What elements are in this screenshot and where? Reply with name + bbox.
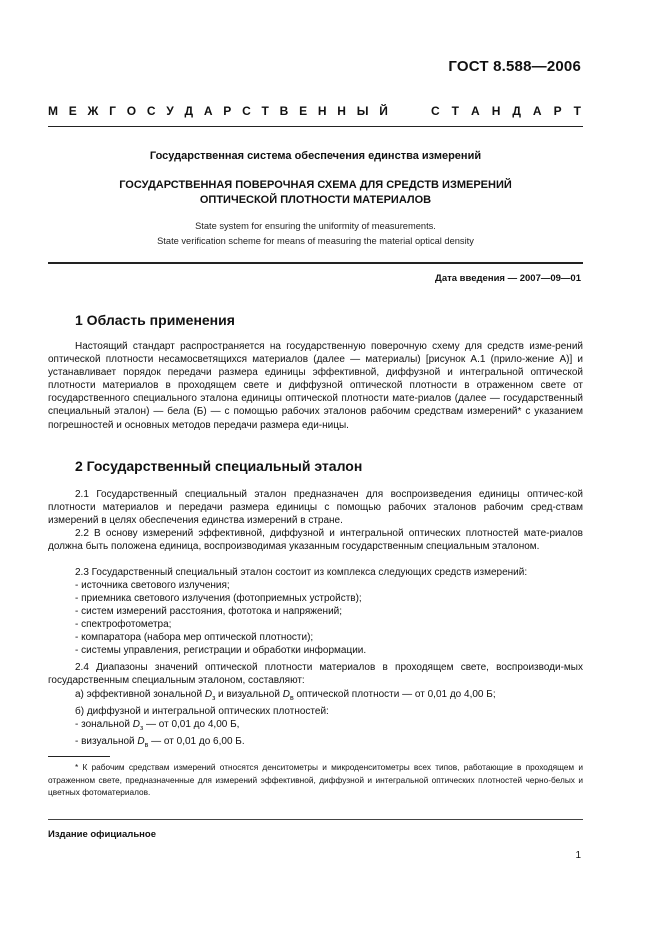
heading-letter: Е [299, 104, 308, 118]
heading-letter: О [126, 104, 137, 118]
interstate-standard-heading [48, 104, 581, 118]
heading-letter: В [279, 104, 289, 118]
heading-letter: Т [573, 104, 581, 118]
heading-letter: Н [317, 104, 327, 118]
list-item: - источника светового излучения; [75, 580, 230, 591]
paragraph-2-3-text: 2.3 Государственный специальный эталон состоит из комплекса следующих средств измерений: [75, 567, 528, 578]
top-rule [48, 126, 583, 127]
section-2-heading: 2 Государственный специальный эталон [75, 458, 363, 474]
heading-letter: У [166, 104, 174, 118]
heading-letter: Т [261, 104, 269, 118]
system-title: Государственная система обеспечения единства измерений [149, 150, 482, 162]
range-item-zonal: - зональной $D_з$ — от 0,01 до 4,00 Б, [75, 719, 240, 733]
interstate-word [48, 104, 388, 118]
range-item-b: б) диффузной и интегральной оптических плотностей: [75, 706, 329, 718]
page-number: 1 [575, 850, 581, 861]
edition-label: Издание официальное [48, 829, 156, 840]
heading-letter: Г [109, 104, 116, 118]
heading-letter: С [431, 104, 440, 118]
heading-letter: Д [512, 104, 521, 118]
heading-letter: С [242, 104, 251, 118]
list-item: - системы управления, регистрации и обработки информации. [75, 645, 367, 657]
document-title [48, 178, 583, 208]
list-item: - приемника светового излучения (фотоприемных устройств); [75, 593, 362, 605]
heading-letter: А [532, 104, 542, 118]
footnote [48, 761, 583, 799]
paragraph-2-2 [48, 527, 583, 553]
paragraph-2-1 [48, 488, 583, 527]
heading-letter: А [471, 104, 480, 118]
paragraph-2-1-text: 2.1 Государственный специальный эталон предназначен для воспроизведения единицы оптичес-кой плотности материалов и передачи размера единицы с помощью рабочих эталонов рабочим сред-ствам измерений в целях обеспечения единства измерений в стране. [48, 489, 583, 527]
document-title-line1: ГОСУДАРСТВЕННАЯ ПОВЕРОЧНАЯ СХЕМА ДЛЯ СРЕДСТВ ИЗМЕРЕНИЙ [119, 179, 512, 191]
footnote-rule [48, 756, 110, 757]
equipment-list [75, 579, 610, 658]
section-1-heading: 1 Область применения [75, 312, 235, 328]
heading-letter: Д [184, 104, 194, 118]
paragraph-2-2-text: 2.2 В основу измерений эффективной, диффузной и интегральной оптических плотностей мате-риалов должна быть положена единица, воспроизводимая указанным государственным специальным эталоном. [48, 528, 583, 553]
document-title-line2: ОПТИЧЕСКОЙ ПЛОТНОСТИ МАТЕРИАЛОВ [199, 194, 432, 206]
heading-letter: Р [223, 104, 232, 118]
title-rule [48, 262, 583, 264]
list-item: - систем измерений расстояния, фототока и напряжений; [75, 606, 343, 618]
section-1-paragraph [48, 340, 583, 432]
heading-letter: Н [337, 104, 346, 118]
introduction-date: Дата введения — 2007—09—01 [435, 273, 581, 284]
bottom-rule [48, 819, 583, 820]
list-item: - компаратора (набора мер оптической плотности); [75, 632, 314, 644]
range-item-visual: - визуальной $D_в$ — от 0,01 до 6,00 Б. [75, 736, 245, 750]
heading-letter: Н [491, 104, 501, 118]
paragraph-2-3 [48, 566, 583, 579]
heading-letter: Е [68, 104, 77, 118]
heading-letter: Ж [87, 104, 99, 118]
heading-letter: Ы [356, 104, 369, 118]
standard-number: ГОСТ 8.588—2006 [448, 58, 581, 75]
section-1-text: Настоящий стандарт распространяется на государственную поверочную схему для средств изме-рений оптической плотности несамосветящихся материалов (далее — материалы) [рисунок А.1 (прило-жение А)] и устанавливает порядок передачи размера единицы эффективной, диффузной и интегральной оптической плотности материалов в проходящем свете и диффузной оптической плотности в отраженном свете от государственного специального эталона единицы оптической плотности мате-риалов (далее — государственный специальный эталон) — бела (Б) — с помощью рабочих эталонов рабочим средствам измерений* с указанием погрешностей и основных методов передачи размера еди-ницы. [48, 341, 583, 431]
paragraph-2-4 [48, 661, 583, 687]
heading-letter: С [146, 104, 156, 118]
paragraph-2-4-text: 2.4 Диапазоны значений оптической плотности материалов в проходящем свете, воспроизводи-мых государственным специальным эталоном, составляют: [48, 662, 583, 687]
english-title-line1: State system for ensuring the uniformity of measurements. [195, 221, 436, 231]
footnote-text: * К рабочим средствам измерений относятся денситометры и микроденситометры всех типов, работающие в проходящем и отраженном свете, предназначенные для измерений эффективной, диффузной и интегральной оптических плотностей черно-белых и цветных фотоматериалов. [48, 762, 583, 798]
english-title-line2: State verification scheme for means of measuring the material optical density [157, 236, 474, 246]
list-item: - спектрофотометра; [75, 619, 172, 631]
heading-letter: Т [451, 104, 460, 118]
english-title [48, 219, 583, 249]
heading-letter: Й [379, 104, 388, 118]
heading-letter: А [203, 104, 213, 118]
ranges-list [75, 688, 610, 752]
heading-letter: Р [553, 104, 562, 118]
standard-word [431, 104, 581, 118]
heading-letter: М [48, 104, 58, 118]
range-item-a: а) эффективной зональной $D_з$ и визуальной $D_в$ оптической плотности — от 0,01 до 4,00 Б; [75, 689, 496, 702]
